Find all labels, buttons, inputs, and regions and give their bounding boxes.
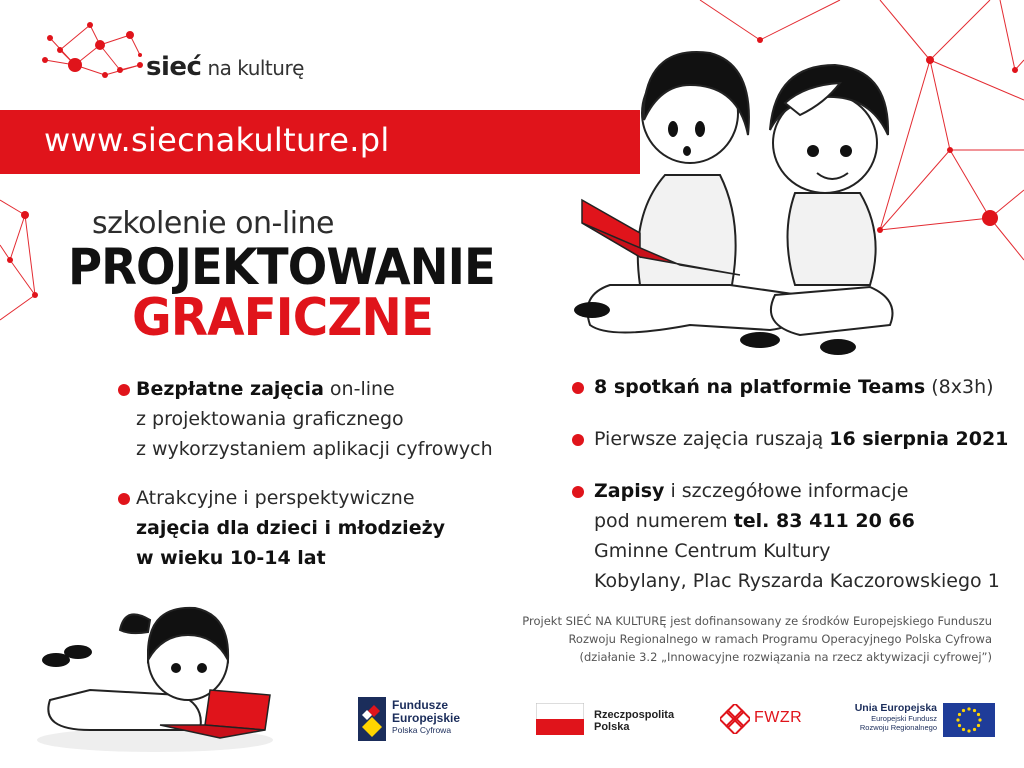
funding-note-line: Projekt SIEĆ NA KULTURĘ jest dofinansowany ze środków Europejskiego Funduszu	[522, 614, 992, 628]
bullet-bold: w wieku 10-14 lat	[136, 547, 326, 569]
funding-note	[522, 612, 992, 666]
eu-logo	[840, 702, 995, 738]
left-bullet-2	[118, 483, 445, 573]
rzeczpospolita-logo	[536, 703, 686, 737]
bullet-text: pod numerem	[594, 510, 734, 532]
fwzr-knot-icon	[720, 704, 750, 734]
bullet-text: z projektowania graficznego	[136, 408, 404, 430]
bullet-text: z wykorzystaniem aplikacji cyfrowych	[136, 438, 493, 460]
bullet-bold: Bezpłatne zajęcia	[136, 378, 324, 400]
fundusze-europejskie-logo	[358, 697, 478, 741]
right-bullet-2	[572, 424, 1008, 454]
rp-line2: Polska	[594, 721, 630, 733]
logo-sub-text: na kulturę	[207, 56, 304, 80]
funding-note-line: Rozwoju Regionalnego w ramach Programu Operacyjnego Polska Cyfrowa	[568, 632, 992, 646]
course-title-line1: PROJEKTOWANIE	[68, 238, 495, 296]
bullet-text: (8x3h)	[925, 376, 994, 398]
fwzr-text: FWZR	[754, 709, 803, 726]
fe-line1: Fundusze	[392, 698, 448, 712]
bullet-dot-icon	[118, 493, 130, 505]
funding-note-line: (działanie 3.2 „Innowacyjne rozwiązania na rzecz aktywizacji cyfrowej”)	[579, 650, 992, 664]
right-bullet-3	[572, 476, 1000, 596]
bullet-bold: 8 spotkań na platformie Teams	[594, 376, 926, 398]
kids-with-laptop-illustration	[570, 25, 910, 365]
ue-line1: Unia Europejska	[854, 702, 937, 714]
bullet-text: i szczegółowe informacje	[664, 480, 909, 502]
bullet-text: Gminne Centrum Kultury	[594, 540, 831, 562]
bullet-bold: 16 sierpnia 2021	[829, 428, 1009, 450]
bullet-text: Atrakcyjne i perspektywiczne	[136, 487, 415, 509]
left-bullet-1	[118, 374, 493, 464]
polish-flag-icon	[536, 703, 584, 735]
bullet-text: Pierwsze zajęcia ruszają	[594, 428, 830, 450]
bullet-dot-icon	[572, 382, 584, 394]
fwzr-logo	[720, 704, 820, 734]
fe-line2: Europejskie	[392, 711, 461, 725]
ue-line3: Rozwoju Regionalnego	[859, 723, 937, 732]
bullet-dot-icon	[118, 384, 130, 396]
fe-star-icon	[358, 697, 386, 741]
bullet-text: on-line	[323, 378, 395, 400]
site-logo	[146, 52, 304, 82]
bullet-dot-icon	[572, 486, 584, 498]
rp-line1: Rzeczpospolita	[594, 709, 675, 721]
girl-with-laptop-illustration	[30, 590, 280, 760]
course-title-line2: GRAFICZNE	[132, 288, 434, 348]
phone-number: tel. 83 411 20 66	[733, 510, 915, 532]
bullet-bold: Zapisy	[594, 480, 665, 502]
ue-line2: Europejski Fundusz	[871, 714, 937, 723]
course-subtitle: szkolenie on-line	[92, 206, 335, 241]
fe-line3: Polska Cyfrowa	[392, 725, 452, 735]
bullet-text: Kobylany, Plac Ryszarda Kaczorowskiego 1	[594, 570, 1000, 592]
bullet-bold: zajęcia dla dzieci i młodzieży	[136, 517, 446, 539]
website-link[interactable]: www.siecnakulture.pl	[44, 121, 390, 159]
right-bullet-1	[572, 372, 994, 402]
bullet-dot-icon	[572, 434, 584, 446]
eu-flag-icon	[943, 703, 995, 737]
logo-main-text: sieć	[146, 52, 202, 82]
